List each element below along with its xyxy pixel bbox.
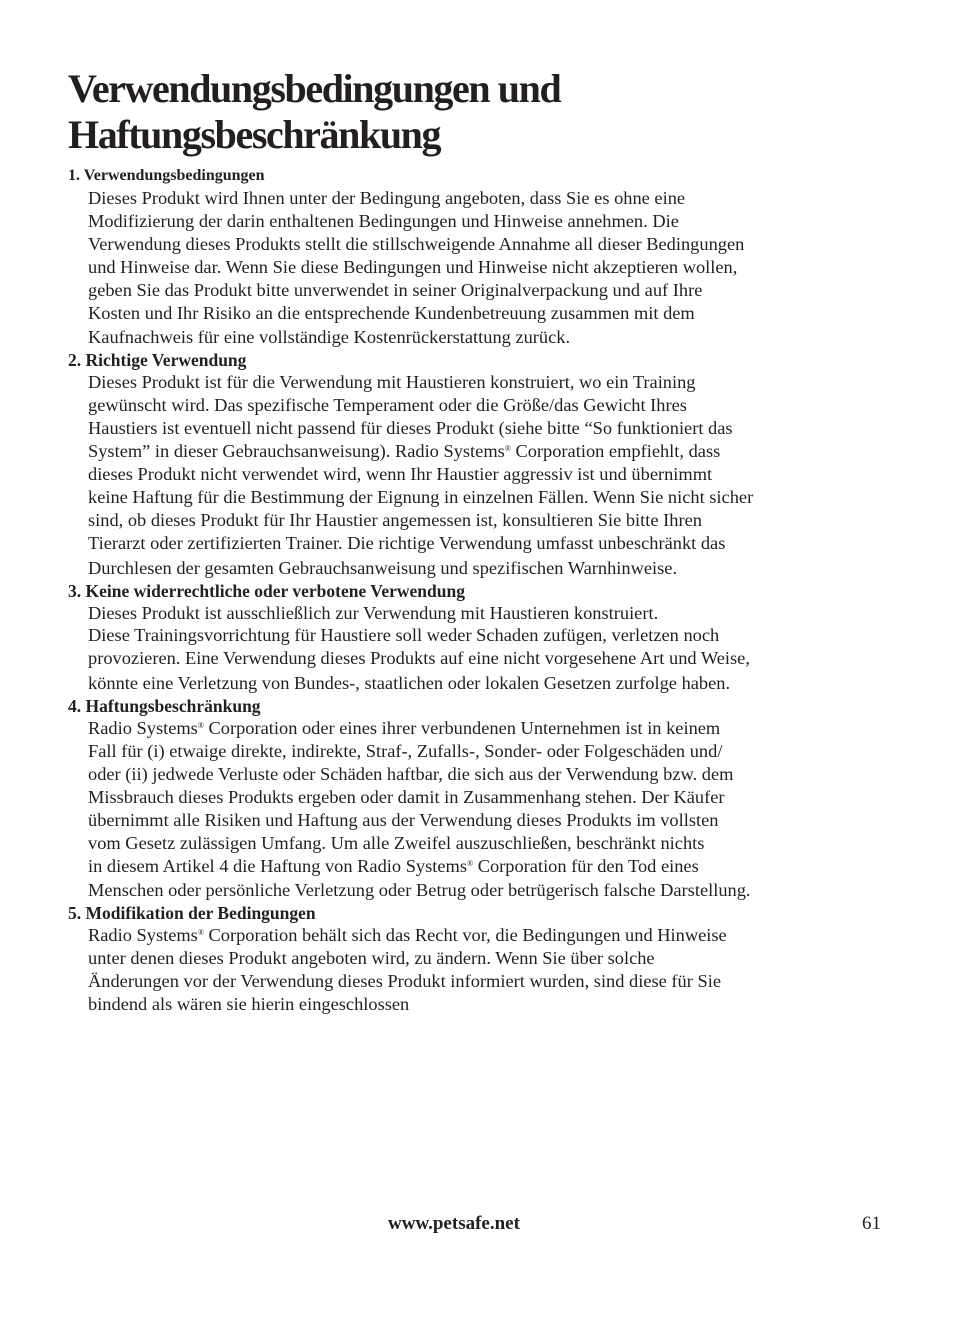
body-line: [88, 440, 898, 463]
body-line: Diese Trainingsvorrichtung für Haustiere soll weder Schaden zufügen, verletzen noch: [88, 625, 720, 646]
body-line-part: System” in dieser Gebrauchsanweisung). Radio Systems: [88, 441, 505, 462]
body-line: keine Haftung für die Bestimmung der Eignung in einzelnen Fällen. Wenn Sie nicht sicher: [88, 486, 754, 507]
body-line: Dieses Produkt ist für die Verwendung mit Haustieren konstruiert, wo ein Training: [88, 372, 696, 393]
section-body: [88, 371, 898, 579]
body-line: Änderungen vor der Verwendung dieses Produkt informiert wurden, sind diese für Sie: [88, 971, 721, 992]
body-line: Modifizierung der darin enthaltenen Bedingungen und Hinweise annehmen. Die: [88, 210, 679, 231]
body-line-part: Corporation für den Tod eines: [473, 855, 699, 876]
body-line: geben Sie das Produkt bitte unverwendet in seiner Originalverpackung und auf Ihre: [88, 279, 703, 300]
registered-mark: ®: [467, 858, 474, 868]
body-line: Verwendung dieses Produkts stellt die stillschweigende Annahme all dieser Bedingungen: [88, 233, 745, 254]
page-title-line-1: Verwendungsbedingungen und: [68, 66, 561, 111]
body-line: bindend als wären sie hierin eingeschlossen: [88, 994, 410, 1015]
body-line: oder (ii) jedwede Verluste oder Schäden haftbar, die sich aus der Verwendung bzw. dem: [88, 763, 734, 784]
body-line-part: in diesem Artikel 4 die Haftung von Radio Systems: [88, 855, 468, 876]
body-line: [88, 717, 898, 740]
body-line-part: Radio Systems: [88, 718, 198, 739]
section-heading: 5. Modifikation der Bedingungen: [68, 903, 316, 924]
body-line: Missbrauch dieses Produkts ergeben oder damit in Zusammenhang stehen. Der Käufer: [88, 786, 725, 807]
body-line: vom Gesetz zulässigen Umfang. Um alle Zweifel auszuschließen, beschränkt nichts: [88, 832, 705, 853]
body-line: gewünscht wird. Das spezifische Temperament oder die Größe/das Gewicht Ihres: [88, 395, 687, 416]
body-line: [88, 855, 898, 878]
body-line: Dieses Produkt ist ausschließlich zur Verwendung mit Haustieren konstruiert.: [88, 602, 659, 623]
page-title: [68, 66, 908, 158]
section-body: [88, 187, 898, 349]
section-5: [68, 902, 898, 1016]
body-line: und Hinweise dar. Wenn Sie diese Bedingungen und Hinweise nicht akzeptieren wollen,: [88, 256, 738, 277]
body-line: unter denen dieses Produkt angeboten wird, zu ändern. Wenn Sie über solche: [88, 948, 655, 969]
body-line: Dieses Produkt wird Ihnen unter der Bedingung angeboten, dass Sie es ohne eine: [88, 188, 686, 208]
body-line-part: Corporation empfiehlt, dass: [510, 441, 721, 462]
section-3: [68, 580, 898, 696]
section-body: [88, 717, 898, 902]
page-title-line-2: Haftungsbeschränkung: [68, 112, 441, 157]
body-line: Fall für (i) etwaige direkte, indirekte, Straf-, Zufalls-, Sonder- oder Folgeschäden und/: [88, 741, 723, 762]
section-heading: 3. Keine widerrechtliche oder verbotene Verwendung: [68, 580, 465, 601]
body-line: Tierarzt oder zertifizierten Trainer. Die richtige Verwendung umfasst unbeschränkt das: [88, 532, 726, 553]
section-body: [88, 602, 898, 696]
body-line-part: Corporation behält sich das Recht vor, die Bedingungen und Hinweise: [203, 925, 727, 946]
section-1: [68, 165, 898, 349]
section-2: [68, 349, 898, 579]
body-line-part: Corporation oder eines ihrer verbundenen Unternehmen ist in keinem: [203, 718, 721, 739]
body-line: übernimmt alle Risiken und Haftung aus der Verwendung dieses Produkts im vollsten: [88, 809, 719, 830]
body-line: Kaufnachweis für eine vollständige Kostenrückerstattung zurück.: [88, 327, 571, 348]
body-line: provozieren. Eine Verwendung dieses Produkts auf eine nicht vorgesehene Art und Weise,: [88, 648, 750, 669]
body-line: Durchlesen der gesamten Gebrauchsanweisung und spezifischen Warnhinweise.: [88, 557, 678, 578]
body-line: [88, 924, 898, 947]
section-heading: 4. Haftungsbeschränkung: [68, 696, 261, 717]
registered-mark: ®: [504, 444, 511, 454]
section-4: [68, 695, 898, 902]
section-heading: 1. Verwendungsbedingungen: [68, 167, 265, 184]
section-body: [88, 924, 898, 1016]
body-line: sind, ob dieses Produkt für Ihr Haustier angemessen ist, konsultieren Sie bitte Ihren: [88, 509, 702, 530]
body-line-part: Radio Systems: [88, 925, 198, 946]
body-line: Haustiers ist eventuell nicht passend für dieses Produkt (siehe bitte “So funktioniert das: [88, 418, 733, 439]
section-heading: 2. Richtige Verwendung: [68, 350, 247, 371]
body-line: dieses Produkt nicht verwendet wird, wenn Ihr Haustier aggressiv ist und übernimmt: [88, 463, 713, 484]
registered-mark: ®: [197, 721, 204, 731]
page-number: 61: [862, 1213, 881, 1234]
body-line: Kosten und Ihr Risiko an die entsprechende Kundenbetreuung zusammen mit dem: [88, 302, 695, 323]
registered-mark: ®: [197, 928, 204, 938]
footer-url: www.petsafe.net: [388, 1213, 520, 1234]
body-line: Menschen oder persönliche Verletzung oder Betrug oder betrügerisch falsche Darstellung.: [88, 880, 751, 901]
terms-sections: [68, 165, 898, 1016]
body-line: könnte eine Verletzung von Bundes-, staatlichen oder lokalen Gesetzen zurfolge haben.: [88, 673, 731, 694]
